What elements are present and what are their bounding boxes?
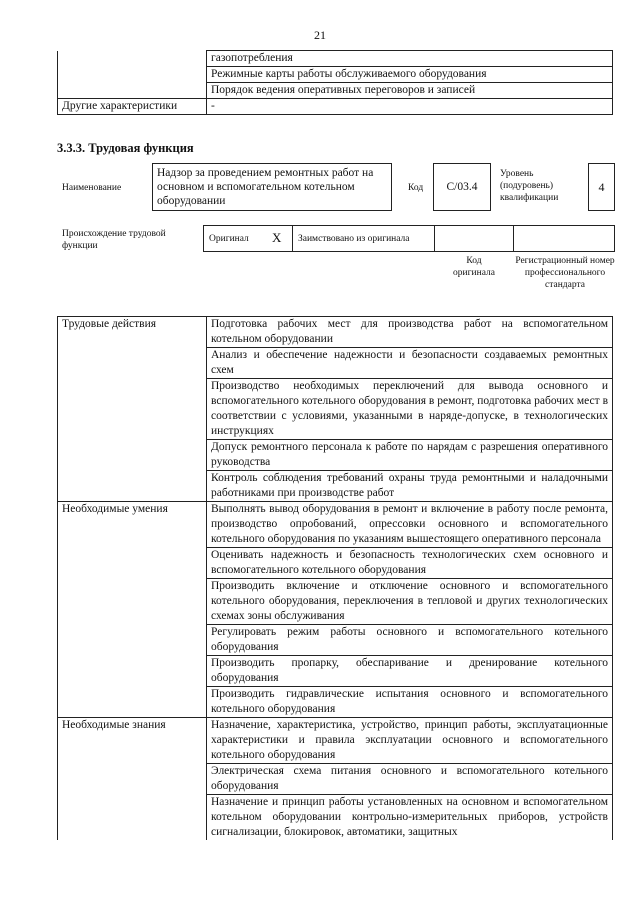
- origin-divider-2: [434, 225, 435, 252]
- table-cell-value: -: [207, 99, 613, 115]
- table-cell: Электрическая схема питания основного и вспомогательного котельного оборудования: [207, 764, 613, 795]
- code-original-caption: Код оригинала: [453, 256, 495, 278]
- table-row: [58, 99, 613, 115]
- function-name: Надзор за проведением ремонтных работ на основном и вспомогательном котельном оборудовании: [157, 167, 374, 207]
- table-cell-label: [58, 67, 207, 83]
- table-row: [58, 51, 613, 67]
- function-details-table: [57, 316, 613, 840]
- original-label: Оригинал: [209, 234, 249, 244]
- table-cell-label: [58, 83, 207, 99]
- group-label: Трудовые действия: [58, 317, 207, 502]
- code-box: [433, 163, 491, 211]
- continuation-table: [57, 50, 613, 115]
- table-row: [58, 502, 613, 548]
- origin-label: Происхождение трудовой функции: [62, 229, 166, 251]
- table-row: [58, 718, 613, 764]
- original-mark: X: [272, 230, 282, 245]
- table-cell-label: Другие характеристики: [58, 99, 207, 115]
- table-cell: Производить гидравлические испытания основного и вспомогательного котельного оборудования: [207, 687, 613, 718]
- name-label: Наименование: [62, 183, 122, 193]
- table-cell-label: [58, 51, 207, 67]
- code-label: Код: [408, 183, 424, 193]
- level-value: 4: [598, 180, 605, 194]
- table-cell-value: газопотребления: [207, 51, 613, 67]
- origin-divider-1: [292, 225, 293, 252]
- table-cell: Назначение, характеристика, устройство, принцип работы, эксплуатационные характеристики и правила эксплуатации основного и вспомогательного котельного оборудования: [207, 718, 613, 764]
- origin-divider-3: [513, 225, 514, 252]
- table-cell: Оценивать надежность и безопасность технологических схем основного и вспомогательного котельного оборудования: [207, 548, 613, 579]
- table-cell: Подготовка рабочих мест для производства работ на вспомогательном котельном оборудовании: [207, 317, 613, 348]
- group-label: Необходимые умения: [58, 502, 207, 718]
- group-label: Необходимые знания: [58, 718, 207, 841]
- table-row: [58, 83, 613, 99]
- function-name-box: [152, 163, 392, 211]
- section-title: 3.3.3. Трудовая функция: [57, 141, 194, 155]
- table-cell: Контроль соблюдения требований охраны труда ремонтными и наладочными работниками при производстве работ: [207, 471, 613, 502]
- borrowed-label: Заимствовано из оригинала: [298, 234, 410, 244]
- level-box: [588, 163, 615, 211]
- page-number: 21: [314, 28, 326, 42]
- table-cell: Анализ и обеспечение надежности и безопасности создаваемых ремонтных схем: [207, 348, 613, 379]
- table-cell-value: Порядок ведения оперативных переговоров и записей: [207, 83, 613, 99]
- table-cell: Производство необходимых переключений для вывода основного и вспомогательного котельного оборудования в ремонт, подготовка рабочих мест в соответствии с условиями, указанными в наряде-допуске, в технологических инструкциях: [207, 379, 613, 440]
- table-cell: Регулировать режим работы основного и вспомогательного котельного оборудования: [207, 625, 613, 656]
- table-row: [58, 317, 613, 348]
- code-value: С/03.4: [446, 181, 478, 193]
- reg-number-caption: Регистрационный номер профессионального стандарта: [515, 256, 615, 290]
- table-row: [58, 67, 613, 83]
- table-cell: Допуск ремонтного персонала к работе по нарядам с разрешения оперативного руководства: [207, 440, 613, 471]
- table-cell: Производить включение и отключение основного и вспомогательного котельного оборудования, переключения в тепловой и других технологических схемах зоны обслуживания: [207, 579, 613, 625]
- level-label: Уровень (подуровень) квалификации: [500, 169, 559, 203]
- table-cell: Назначение и принцип работы установленных на основном и вспомогательном котельном оборудовании контрольно-измерительных приборов, устройств сигнализации, блокировок, автоматики, защитных: [207, 795, 613, 841]
- table-cell: Производить пропарку, обеспаривание и дренирование котельного оборудования: [207, 656, 613, 687]
- table-cell: Выполнять вывод оборудования в ремонт и включение в работу после ремонта, производство опробований, опрессовки основного и вспомогательного котельного оборудования по указаниям вышестоящего оперативного персонала: [207, 502, 613, 548]
- table-cell-value: Режимные карты работы обслуживаемого оборудования: [207, 67, 613, 83]
